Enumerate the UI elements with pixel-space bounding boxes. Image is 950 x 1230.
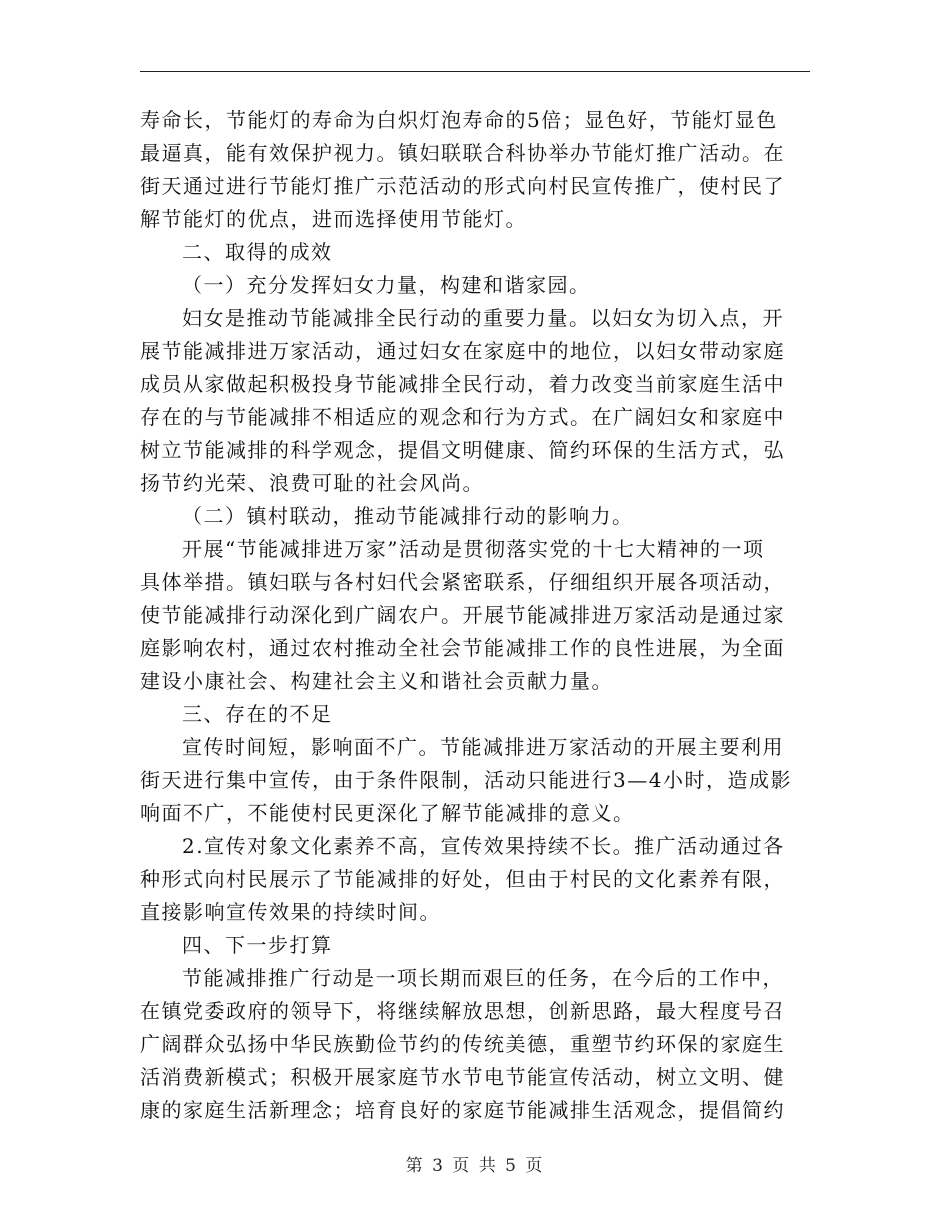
text-line: 康的家庭生活新理念；培育良好的家庭节能减排生活观念，提倡简约	[140, 1098, 785, 1122]
document-body	[140, 104, 812, 1127]
text-line: 二、取得的成效	[182, 240, 333, 264]
text-line: 响面不广，不能使村民更深化了解节能减排的意义。	[140, 801, 635, 825]
text-line: 直接影响宣传效果的持续时间。	[140, 900, 441, 924]
text-line: 种形式向村民展示了节能减排的好处，但由于村民的文化素养有限，	[140, 867, 785, 891]
text-line: 街天进行集中宣传，由于条件限制，活动只能进行3—4小时，造成影	[140, 768, 792, 792]
text-line: 宣传时间短，影响面不广。节能减排进万家活动的开展主要利用	[182, 735, 784, 759]
text-line: 活消费新模式；积极开展家庭节水节电节能宣传活动，树立文明、健	[140, 1065, 785, 1089]
text-line: 街天通过进行节能灯推广示范活动的形式向村民宣传推广，使村民了	[140, 174, 785, 198]
text-line: 展节能减排进万家活动，通过妇女在家庭中的地位，以妇女带动家庭	[140, 339, 785, 363]
text-line: 建设小康社会、构建社会主义和谐社会贡献力量。	[140, 669, 613, 693]
text-line: 存在的与节能减排不相适应的观念和行为方式。在广阔妇女和家庭中	[140, 405, 785, 429]
text-line: 最逼真，能有效保护视力。镇妇联联合科协举办节能灯推广活动。在	[140, 141, 785, 165]
text-line: 树立节能减排的科学观念，提倡文明健康、简约环保的生活方式，弘	[140, 438, 785, 462]
text-line: 三、存在的不足	[182, 702, 333, 726]
text-line: 解节能灯的优点，进而选择使用节能灯。	[140, 207, 527, 231]
text-line: 在镇党委政府的领导下，将继续解放思想，创新思路，最大程度号召	[140, 999, 785, 1023]
text-line: 扬节约光荣、浪费可耻的社会风尚。	[140, 471, 484, 495]
header-rule	[140, 71, 810, 72]
text-line: 使节能减排行动深化到广阔农户。开展节能减排进万家活动是通过家	[140, 603, 785, 627]
text-line: 寿命长，节能灯的寿命为白炽灯泡寿命的5倍；显色好，节能灯显色	[140, 108, 778, 132]
text-line: （二）镇村联动，推动节能减排行动的影响力。	[182, 504, 634, 528]
text-line: 2.宣传对象文化素养不高，宣传效果持续不长。推广活动通过各	[182, 834, 785, 858]
text-line: （一）充分发挥妇女力量，构建和谐家园。	[182, 273, 591, 297]
text-line: 广阔群众弘扬中华民族勤俭节约的传统美德，重塑节约环保的家庭生	[140, 1032, 785, 1056]
text-line: 开展“节能减排进万家”活动是贯彻落实党的十七大精神的一项	[182, 537, 765, 561]
text-line: 妇女是推动节能减排全民行动的重要力量。以妇女为切入点，开	[182, 306, 784, 330]
text-line: 节能减排推广行动是一项长期而艰巨的任务，在今后的工作中，	[182, 966, 784, 990]
text-line: 庭影响农村，通过农村推动全社会节能减排工作的良性进展，为全面	[140, 636, 785, 660]
page-number: 第 3 页 共 5 页	[405, 1156, 545, 1176]
text-line: 四、下一步打算	[182, 933, 333, 957]
text-line: 成员从家做起积极投身节能减排全民行动，着力改变当前家庭生活中	[140, 372, 785, 396]
text-line: 具体举措。镇妇联与各村妇代会紧密联系，仔细组织开展各项活动，	[140, 570, 785, 594]
